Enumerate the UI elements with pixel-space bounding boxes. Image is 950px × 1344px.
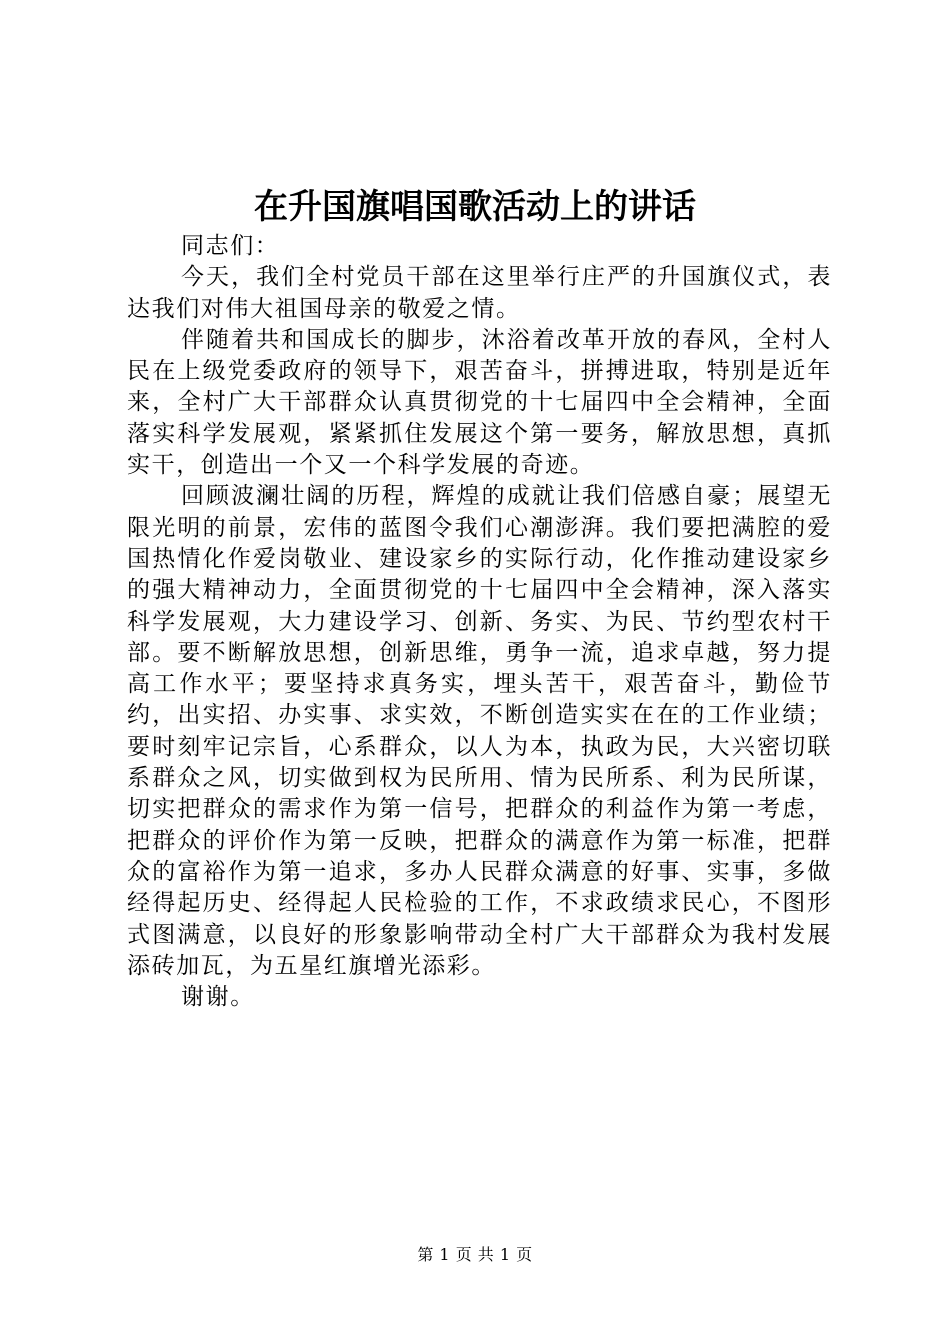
closing: 谢谢。 — [181, 984, 255, 1011]
paragraph-2: 伴随着共和国成长的脚步，沐浴着改革开放的春风，全村人民在上级党委政府的领导下，艰苦奋斗，拼搏进取，特别是近年来，全村广大干部群众认真贯彻党的十七届四中全会精神，全面落实科学发展观，紧紧抓住发展这个第一要务，解放思想，真抓实干，创造出一个又一个科学发展的奇迹。 — [127, 326, 832, 479]
page-footer: 第 1 页 共 1 页 — [417, 1245, 533, 1264]
paragraph-3: 回顾波澜壮阔的历程，辉煌的成就让我们倍感自豪；展望无限光明的前景，宏伟的蓝图令我们心潮澎湃。我们要把满腔的爱国热情化作爱岗敬业、建设家乡的实际行动，化作推动建设家乡的强大精神动力，全面贯彻党的十七届四中全会精神，深入落实科学发展观，大力建设学习、创新、务实、为民、节约型农村干部。要不断解放思想，创新思维，勇争一流，追求卓越，努力提高工作水平；要坚持求真务实，埋头苦干，艰苦奋斗，勤俭节约，出实招、办实事、求实效，不断创造实实在在的工作业绩；要时刻牢记宗旨，心系群众，以人为本，执政为民，大兴密切联系群众之风，切实做到权为民所用、情为民所系、利为民所谋，切实把群众的需求作为第一信号，把群众的利益作为第一考虑，把群众的评价作为第一反映，把群众的满意作为第一标准，把群众的富裕作为第一追求，多办人民群众满意的好事、实事，多做经得起历史、经得起人民检验的工作，不求政绩求民心，不图形式图满意，以良好的形象影响带动全村广大干部群众为我村发展添砖加瓦，为五星红旗增光添彩。 — [127, 483, 832, 979]
page-title: 在升国旗唱国歌活动上的讲话 — [254, 187, 696, 227]
paragraph-1: 今天，我们全村党员干部在这里举行庄严的升国旗仪式，表达我们对伟大祖国母亲的敬爱之情。 — [127, 264, 832, 322]
salutation: 同志们： — [181, 233, 280, 259]
speech-body — [127, 231, 832, 1013]
